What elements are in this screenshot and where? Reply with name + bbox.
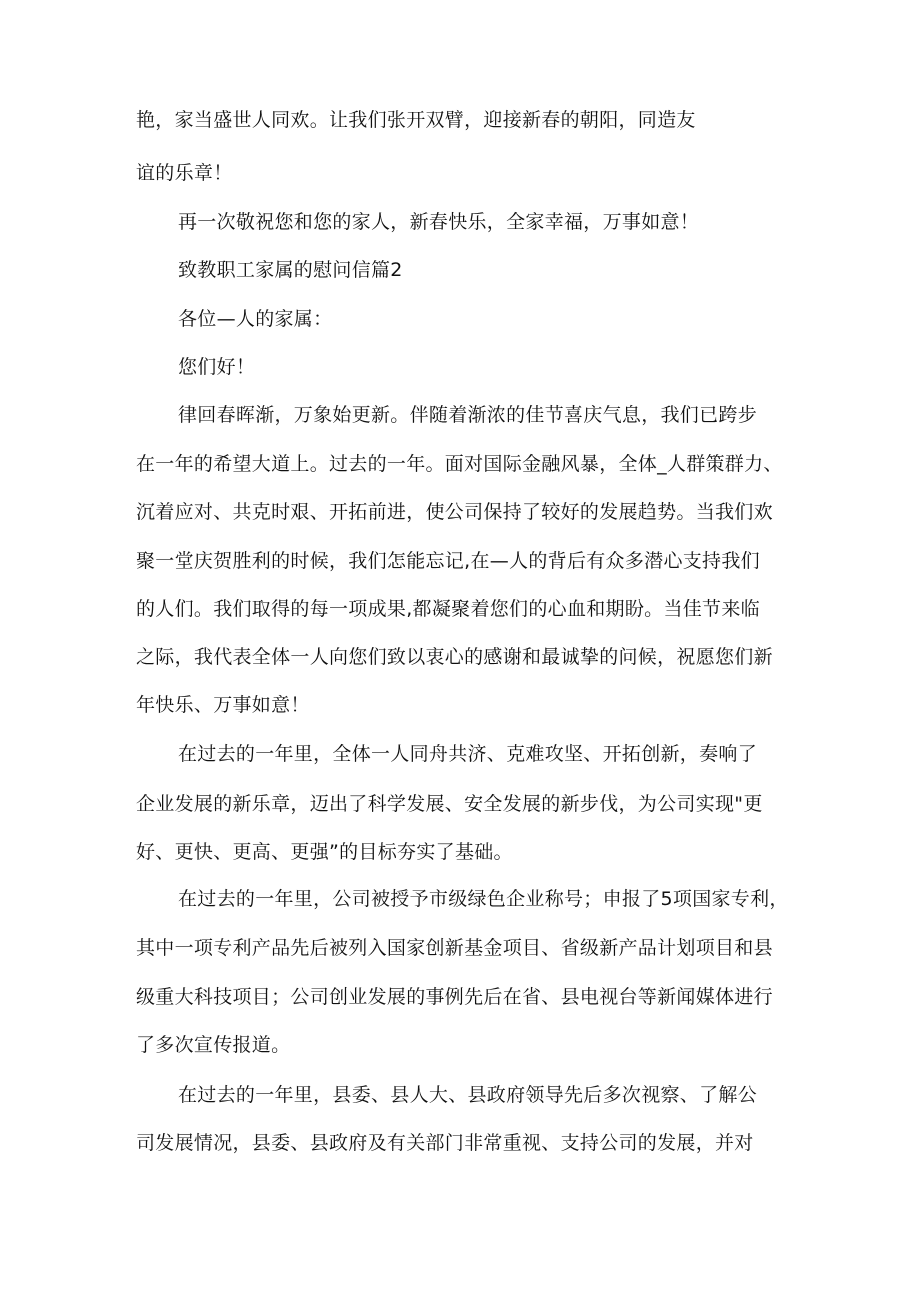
text-line: 在过去的一年里，县委、县人大、县政府领导先后多次视察、了解公 xyxy=(178,1084,758,1106)
text-line: 艳，家当盛世人同欢。让我们张开双臂，迎接新春的朝阳，同造友 xyxy=(136,109,696,131)
section-heading: 致教职工家属的慰问信篇2 xyxy=(178,259,403,281)
text-line: 司发展情况，县委、县政府及有关部门非常重视、支持公司的发展，并对 xyxy=(136,1132,754,1154)
greeting: 您们好！ xyxy=(178,356,256,378)
text-line: 年快乐、万事如意！ xyxy=(136,694,310,716)
text-line: 在一年的希望大道上。过去的一年。面对国际金融风暴，全体_人群策群力、 xyxy=(136,453,783,475)
text-line: 的人们。我们取得的每一项成果,都凝聚着您们的心血和期盼。当佳节来临 xyxy=(136,598,760,620)
text-line: 沉着应对、共克时艰、开拓前进，使公司保持了较好的发展趋势。当我们欢 xyxy=(136,501,773,523)
text-line: 聚一堂庆贺胜利的时候，我们怎能忘记,在—人的背后有众多潜心支持我们 xyxy=(136,550,760,572)
text-line: 级重大科技项目；公司创业发展的事例先后在省、县电视台等新闻媒体进行 xyxy=(136,986,773,1008)
text-line: 在过去的一年里，公司被授予市级绿色企业称号；申报了5项国家专利， xyxy=(178,888,789,910)
salutation: 各位—人的家属： xyxy=(178,308,333,330)
text-line: 其中一项专利产品先后被列入国家创新基金项目、省级新产品计划项目和县 xyxy=(136,937,773,959)
text-line: 再一次敬祝您和您的家人，新春快乐，全家幸福，万事如意！ xyxy=(178,211,700,233)
text-line: 企业发展的新乐章，迈出了科学发展、安全发展的新步伐，为公司实现"更 xyxy=(136,793,763,815)
text-line: 了多次宣传报道。 xyxy=(136,1034,291,1056)
text-line: 之际，我代表全体一人向您们致以衷心的感谢和最诚挚的问候，祝愿您们新 xyxy=(136,646,773,668)
text-line: 在过去的一年里，全体一人同舟共济、克难攻坚、开拓创新，奏响了 xyxy=(178,743,758,765)
text-line: 谊的乐章！ xyxy=(136,162,233,184)
text-line: 律回春晖渐，万象始更新。伴随着渐浓的佳节喜庆气息，我们已跨步 xyxy=(178,404,758,426)
text-line: 好、更快、更高、更强”的目标夯实了基础。 xyxy=(136,841,513,863)
